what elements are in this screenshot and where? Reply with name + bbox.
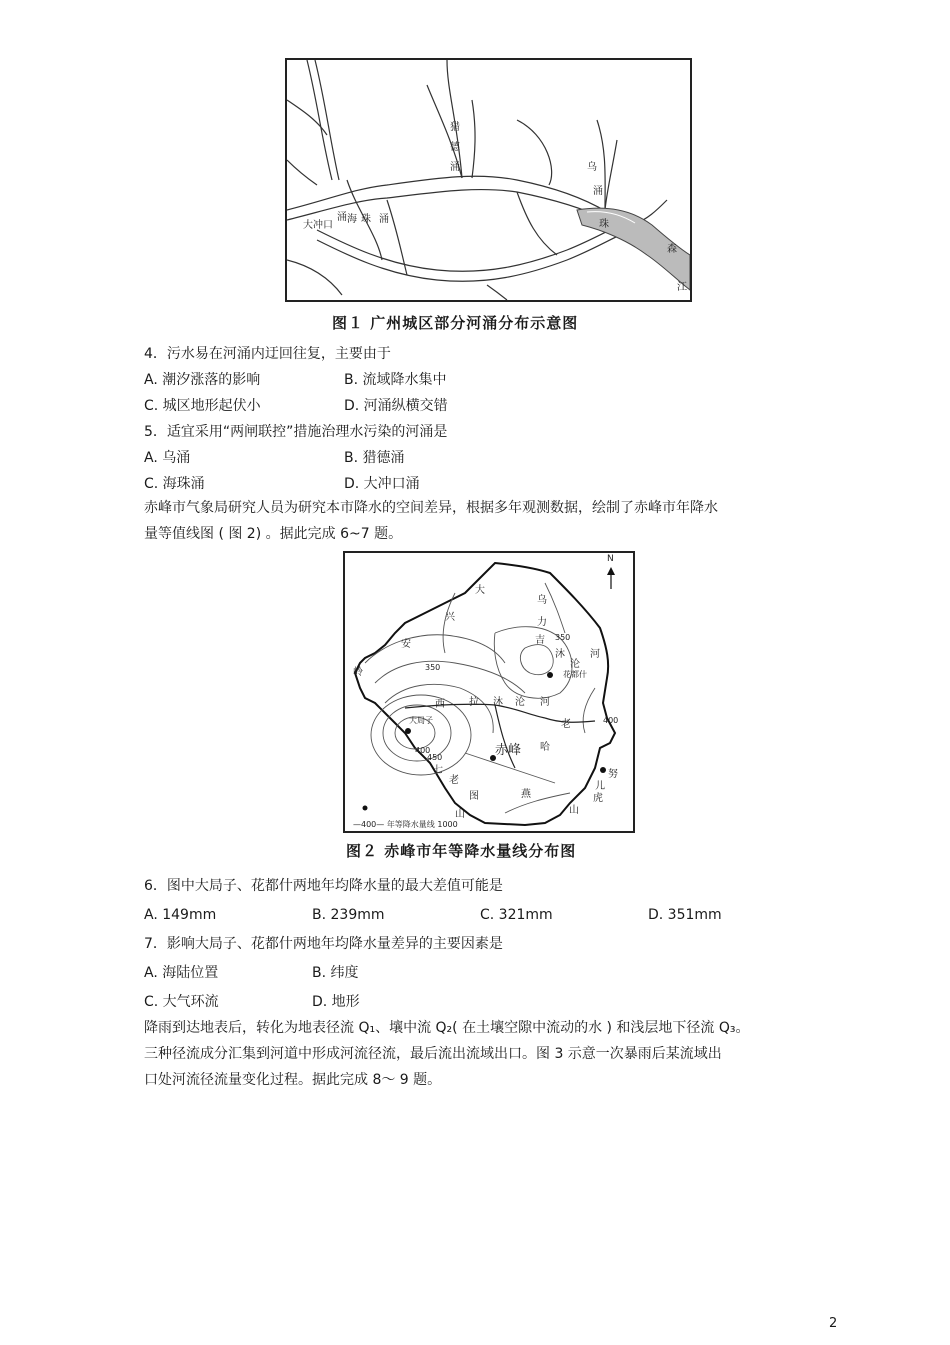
isohyet-450-label: 450 xyxy=(427,753,443,762)
intro-paragraph-line-1: 赤峰市气象局研究人员为研究本市降水的空间差异，根据多年观测数据，绘制了赤峰市年降水 xyxy=(144,500,718,516)
map-legend: —400— 年等降水量线 1000 xyxy=(353,820,458,829)
question-5-option-c: C. 海珠涌 xyxy=(144,476,205,492)
runoff-paragraph-line-3: 口处河流径流量变化过程。据此完成 8～ 9 题。 xyxy=(144,1072,442,1088)
question-6-option-a: A. 149mm xyxy=(144,907,217,923)
label-an: 安 xyxy=(401,639,411,650)
label-haizhu-1: 海 xyxy=(347,214,357,225)
figure-2 xyxy=(340,548,638,866)
question-6-option-d: D. 351mm xyxy=(648,907,722,923)
isohyet-400-label: 400 xyxy=(415,746,431,755)
question-7-option-c: C. 大气环流 xyxy=(144,994,219,1010)
label-zhu: 珠 xyxy=(599,219,609,230)
question-4-option-b: B. 流域降水集中 xyxy=(344,372,447,388)
figure-2-isohyet-map xyxy=(345,553,633,831)
label-dajuzi: 大局子 xyxy=(409,716,433,725)
label-dachongkou: 大冲口 xyxy=(303,220,333,231)
isohyet-400b-label: 400 xyxy=(603,716,619,725)
question-7: 7．影响大局子、花都什两地年均降水量差异的主要因素是 xyxy=(144,936,503,952)
question-4-option-a: A. 潮汐涨落的影响 xyxy=(144,372,261,388)
label-da: 大 xyxy=(475,585,485,596)
label-ji: 吉 xyxy=(535,635,545,646)
label-liede-1: 猎 xyxy=(450,122,460,133)
figure-2-map xyxy=(343,551,635,833)
question-5-option-d: D. 大冲口涌 xyxy=(344,476,420,492)
label-wu: 乌 xyxy=(587,162,597,173)
page-number: 2 xyxy=(829,1316,838,1331)
question-4-option-d: D. 河涌纵横交错 xyxy=(344,398,448,414)
intro-paragraph-line-2: 量等值线图 ( 图 2) 。据此完成 6~7 题。 xyxy=(144,526,403,542)
north-label: N xyxy=(607,554,614,564)
question-4: 4．污水易在河涌内迂回往复，主要由于 xyxy=(144,346,391,362)
label-lun: 沦 xyxy=(570,659,580,670)
question-7-option-a: A. 海陆位置 xyxy=(144,965,219,981)
isohyet-350-label: 350 xyxy=(425,663,441,672)
figure-1-map xyxy=(285,58,692,302)
label-sen: 森 xyxy=(667,244,677,255)
runoff-paragraph-line-1: 降雨到达地表后，转化为地表径流 Q₁、壤中流 Q₂( 在土壤空隙中流动的水 ) 和浅层地下径流 Q₃。 xyxy=(144,1020,750,1036)
label-wu-yong: 涌 xyxy=(593,186,603,197)
label-er: 儿 xyxy=(595,781,605,792)
label-lao: 老 xyxy=(561,719,571,730)
label-qi: 七 xyxy=(433,765,443,776)
label-haizhu-2: 珠 xyxy=(361,214,371,225)
label-dachongkou-yong: 涌 xyxy=(337,212,347,223)
label-tu: 图 xyxy=(469,791,479,802)
question-5: 5．适宜采用“两闸联控”措施治理水污染的河涌是 xyxy=(144,424,448,440)
label-wu: 乌 xyxy=(537,595,547,606)
label-liede-3: 涌 xyxy=(450,162,460,173)
question-5-option-a: A. 乌涌 xyxy=(144,450,191,466)
label-jiang: 江 xyxy=(677,282,687,293)
isohyet-350b-label: 350 xyxy=(555,633,571,642)
label-ling: 岭 xyxy=(353,667,363,678)
question-6-option-c: C. 321mm xyxy=(480,907,553,923)
label-hu: 虎 xyxy=(593,793,603,804)
label-yan: 燕 xyxy=(521,789,531,800)
question-7-option-d: D. 地形 xyxy=(312,994,360,1010)
label-mu-2: 沐 xyxy=(493,697,503,708)
label-chifeng: 赤峰 xyxy=(495,743,522,758)
label-xi: 西 xyxy=(435,699,445,710)
runoff-paragraph-line-2: 三种径流成分汇集到河道中形成河流径流，最后流出流域出口。图 3 示意一次暴雨后某流域出 xyxy=(144,1046,722,1062)
figure-2-caption: 图２ 赤峰市年等降水量线分布图 xyxy=(346,842,577,860)
label-li: 力 xyxy=(537,617,547,628)
label-lun-2: 沦 xyxy=(515,697,525,708)
question-4-option-c: C. 城区地形起伏小 xyxy=(144,398,261,414)
label-nu: 努 xyxy=(608,769,618,780)
label-mu: 沐 xyxy=(555,649,565,660)
label-la: 拉 xyxy=(469,697,479,708)
label-xing: 兴 xyxy=(445,612,455,623)
label-haizhu-3: 涌 xyxy=(379,214,389,225)
label-ha: 哈 xyxy=(540,742,550,753)
question-7-option-b: B. 纬度 xyxy=(312,965,359,981)
question-6-option-b: B. 239mm xyxy=(312,907,385,923)
label-he-2: 河 xyxy=(540,697,550,708)
label-shan-2: 山 xyxy=(569,805,579,816)
question-5-option-b: B. 猎德涌 xyxy=(344,450,405,466)
label-shan: 山 xyxy=(455,809,465,820)
label-liede-2: 德 xyxy=(450,142,460,153)
question-6: 6．图中大局子、花都什两地年均降水量的最大差值可能是 xyxy=(144,878,503,894)
label-lao-2: 老 xyxy=(449,775,459,786)
figure-1 xyxy=(272,46,706,338)
label-huaduoshi: 花都什 xyxy=(563,670,587,679)
figure-1-caption: 图１ 广州城区部分河涌分布示意图 xyxy=(332,314,579,332)
figure-1-river-map xyxy=(287,60,690,300)
label-he: 河 xyxy=(590,649,600,660)
